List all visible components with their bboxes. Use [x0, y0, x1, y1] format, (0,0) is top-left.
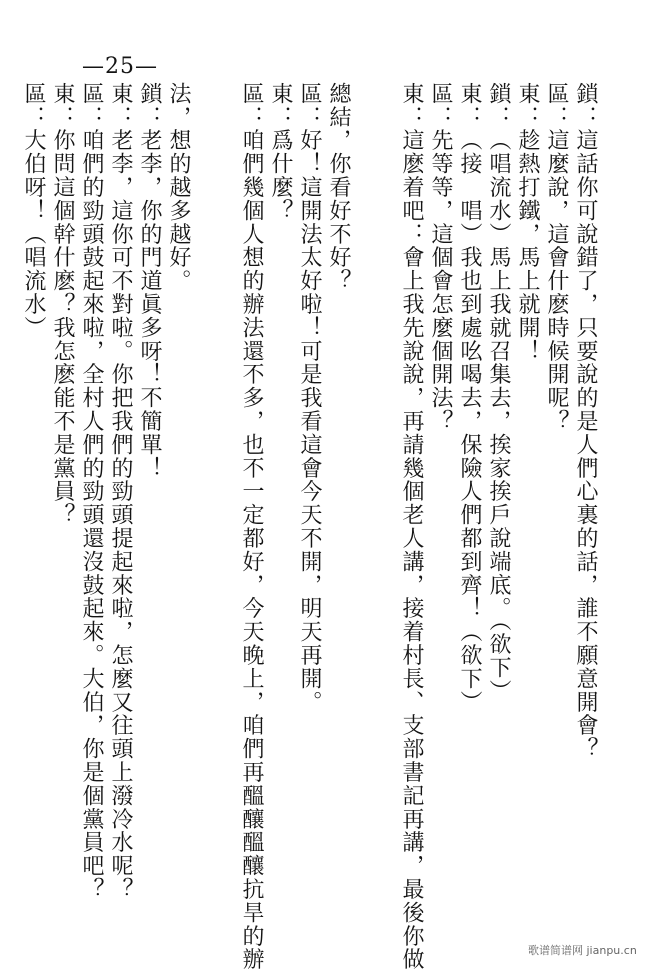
dialogue-line: 東：這麽着吧：會上我先說說，再請幾個老人講，接着村長、支部書記再講，最後你做 — [399, 82, 424, 971]
dialogue-line: 東：趁熱打鐵，馬上就開！ — [515, 82, 540, 363]
dialogue-line: 區：咱們的勁頭鼓起來啦，全村人們的勁頭還沒鼓起來。大伯，你是個黨員吧？ — [79, 82, 104, 901]
watermark: 歌谱简谱网 jianpu.cn — [528, 944, 637, 957]
dialogue-line: 鎖：（唱流水）馬上我就召集去，挨家挨戶說端底。（欲下） — [486, 82, 511, 703]
dialogue-line: 區：大伯呀！（唱流水） — [21, 82, 46, 340]
page-number: —25— — [82, 54, 158, 79]
dialogue-line: 東：你問這個幹什麽？我怎麽能不是黨員？ — [50, 82, 75, 527]
dialogue-line-continuation: 總結，你看好不好？ — [326, 82, 351, 293]
dialogue-line: 鎖：這話你可說錯了，只要說的是人們心裏的話，誰不願意開會？ — [573, 82, 598, 761]
dialogue-line: 區：這麼說，這會什麽時候開呢？ — [544, 82, 569, 433]
dialogue-line: 東：爲什麼？ — [268, 82, 293, 223]
dialogue-line: 區：好！這開法太好啦！可是我看這會今天不開，明天再開。 — [297, 82, 322, 714]
dialogue-line: 東：（接 唱）我也到處吆喝去，保險人們都到齊！（欲下） — [457, 82, 482, 714]
dialogue-line: 鎖：老李，你的門道眞多呀！不簡單！ — [137, 82, 162, 480]
dialogue-line-continuation: 法，想的越多越好。 — [166, 82, 191, 293]
dialogue-line: 區：咱們幾個人想的辦法還不多，也不一定都好，今天晚上，咱們再醞釀醞釀抗旱的辦 — [239, 82, 264, 971]
dialogue-line: 東：老李，這你可不對啦。你把我們的勁頭提起來啦，怎麼又往頭上潑冷水呢？ — [108, 82, 133, 901]
dialogue-line: 區：先等等，這個會怎麼個開法？ — [428, 82, 453, 433]
